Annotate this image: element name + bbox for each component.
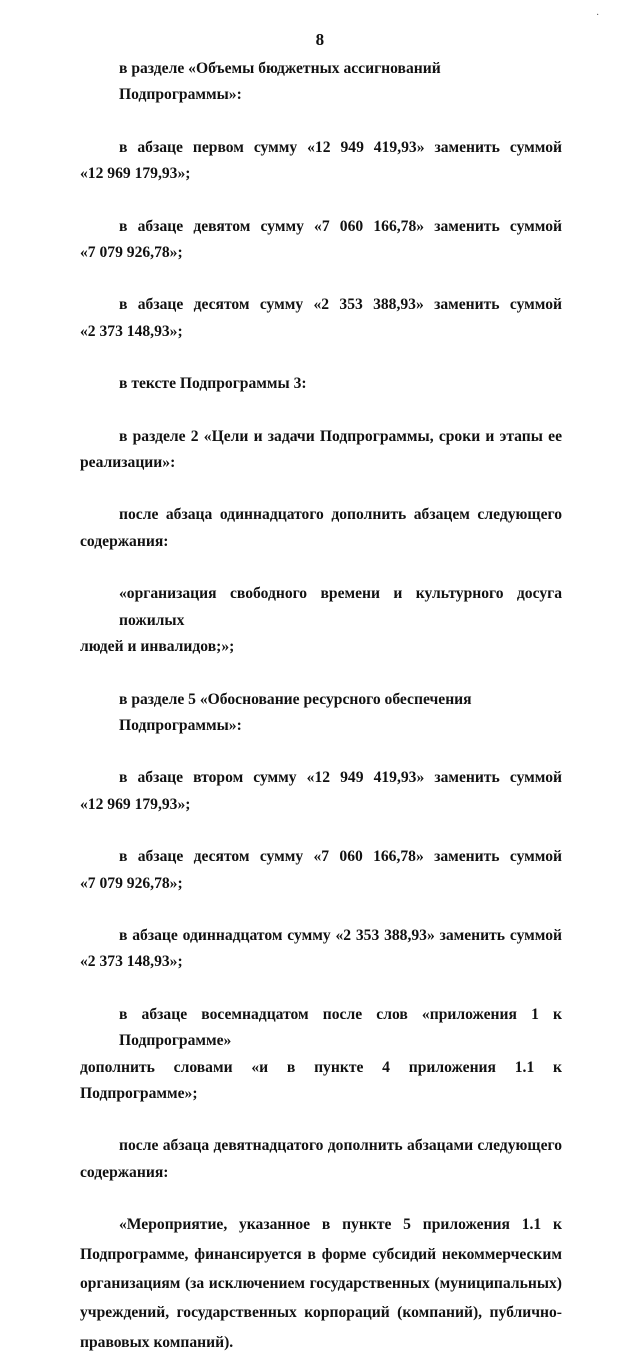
paragraph [80,765,562,818]
page-number: 8 [315,30,325,49]
paragraph [80,1133,562,1186]
paragraph [80,424,562,477]
paragraph-line: в абзаце десятом сумму «7 060 166,78» заменить суммой [119,848,562,866]
paragraph [80,844,562,897]
paragraph-line: «2 373 148,93»; [80,322,183,340]
paragraph-line: «организация свободного времени и культурного досуга пожилых [119,585,562,629]
paragraph-line: в абзаце десятом сумму «2 353 388,93» заменить суммой [119,296,562,314]
paragraph-line: дополнить словами «и в пункте 4 приложения 1.1 к Подпрограмме»; [80,1058,562,1102]
paragraph-line: в абзаце девятом сумму «7 060 166,78» заменить суммой [119,217,562,235]
paragraph [80,371,562,397]
paragraph-line: в абзаце втором сумму «12 949 419,93» заменить суммой [119,769,562,787]
paragraph-line: «2 373 148,93»; [80,953,183,971]
paragraph-line: «Мероприятие, указанное в пункте 5 приложения 1.1 к [119,1216,562,1234]
paragraph-line: «12 969 179,93»; [80,165,191,183]
paragraph-line: после абзаца девятнадцатого дополнить абзацами следующего [119,1137,562,1155]
paragraph [80,687,562,740]
paragraph-line: в разделе 2 «Цели и задачи Подпрограммы, сроки и этапы ее [119,427,562,445]
paragraph-line: в разделе «Объемы бюджетных ассигнований Подпрограммы»: [119,60,441,104]
paragraph [80,1002,562,1108]
paragraph-line: учреждений, государственных корпораций (компаний), публично- [80,1304,562,1322]
document-body [80,56,562,1356]
paragraph [80,292,562,345]
paragraph-line: Подпрограмме, финансируется в форме субсидий некоммерческим [80,1245,562,1263]
paragraph [80,581,562,660]
paragraph-line: в абзаце первом сумму «12 949 419,93» заменить суммой [119,138,562,156]
paragraph-line: правовых компаний). [80,1333,234,1351]
paragraph-line: в абзаце восемнадцатом после слов «приложения 1 к Подпрограмме» [119,1005,562,1050]
paragraph-line: «12 969 179,93»; [80,795,191,813]
paragraph [80,1212,562,1356]
paragraph-line: людей и инвалидов;»; [80,638,235,656]
margin-mark: · [596,10,600,21]
paragraph-line: реализации»: [80,454,176,472]
paragraph-line: организациям (за исключением государственных (муниципальных) [80,1275,562,1292]
paragraph [80,135,562,188]
paragraph [80,923,562,976]
paragraph-line: в тексте Подпрограммы 3: [119,375,307,393]
paragraph-line: «7 079 926,78»; [80,244,183,262]
paragraph [80,214,562,267]
paragraph-line: содержания: [80,532,169,550]
paragraph [80,502,562,555]
paragraph-line: в разделе 5 «Обоснование ресурсного обеспечения Подпрограммы»: [119,690,472,734]
paragraph-line: в абзаце одиннадцатом сумму «2 353 388,93» заменить суммой [119,926,562,944]
paragraph-line: «7 079 926,78»; [80,874,183,892]
paragraph-line: после абзаца одиннадцатого дополнить абзацем следующего [119,506,562,524]
paragraph-line: содержания: [80,1163,169,1181]
paragraph [80,56,562,109]
